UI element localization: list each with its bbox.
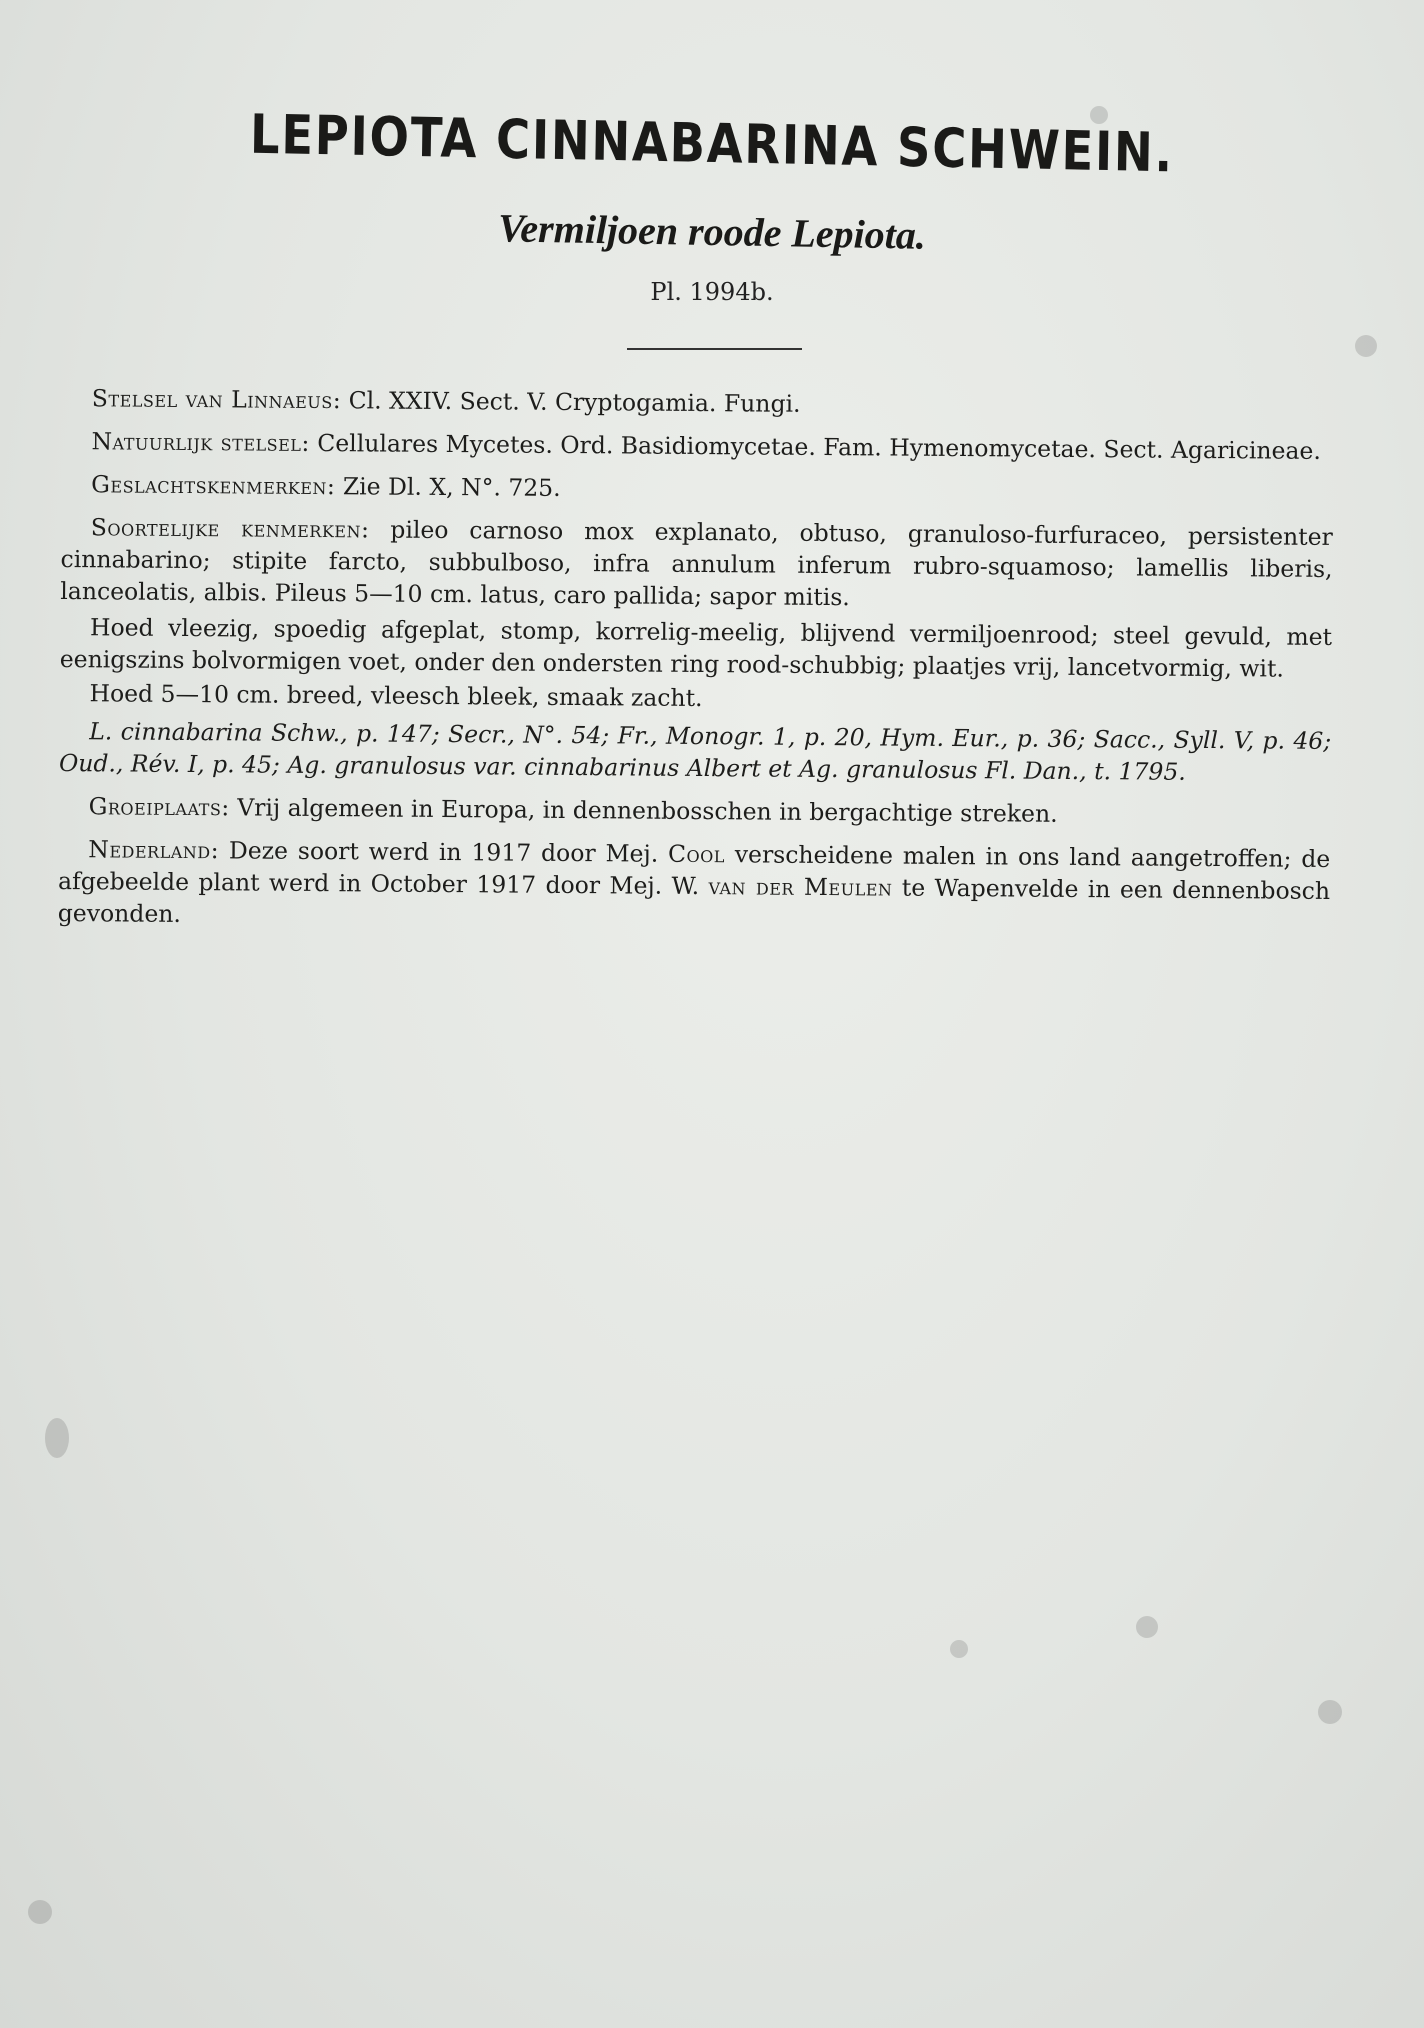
beschrijving-paragraph: Hoed vleezig, spoedig afgeplat, stomp, korrelig-meelig, blijvend vermiljoenrood; steel gevuld, met eenigszins bolvormigen voet, onder den ondersten ring rood-schubbig; plaatjes vrij, lancetvormig, wit. [59, 613, 1333, 683]
paper-spot [950, 1640, 968, 1658]
paper-spot [28, 1900, 52, 1924]
page-title: LEPIOTA CINNABARINA SCHWEIN. [249, 102, 1175, 185]
description-body [58, 382, 1334, 950]
divider-rule [627, 348, 802, 350]
paper-spot [45, 1418, 69, 1458]
paper-spot [1355, 335, 1377, 357]
section-label: Groeiplaats: [88, 792, 230, 822]
nederland-paragraph [58, 833, 1331, 939]
section-label: Soortelijke kenmerken: [90, 513, 370, 544]
page-subtitle: Vermiljoen roode Lepiota. [497, 205, 927, 258]
section-text: te Wapenvelde in een dennenbosch gevonden. [57, 873, 1331, 928]
section-text: Zie Dl. X, N°. 725. [342, 472, 561, 502]
soortelijke-kenmerken-paragraph [60, 511, 1333, 617]
section-text: Vrij algemeen in Europa, in dennenbosschen in bergachtige streken. [237, 793, 1058, 828]
section-text: Cl. XXIV. Sect. V. Cryptogamia. Fungi. [348, 386, 801, 418]
geslachtskenmerken-paragraph [61, 468, 1333, 510]
section-label: Geslachtskenmerken: [91, 470, 336, 501]
natuurlijk-stelsel-paragraph [61, 425, 1333, 467]
person-name: van der Meulen [708, 872, 893, 902]
groeiplaats-paragraph [59, 790, 1331, 832]
literatuur-paragraph: L. cinnabarina Schw., p. 147; Secr., N°. 54; Fr., Monogr. 1, p. 20, Hym. Eur., p. 36; Sacc., Syll. V, p. 46; Oud., Rév. I, p. 45; Ag. granulosus var. cinnabarinus Albert et Ag. granulosus Fl. Dan., t. 1795. [58, 717, 1332, 786]
section-text: verscheidene malen in ons land aangetroffen; de afgebeelde plant werd in October 1917 door Mej. W. [57, 840, 1331, 901]
paper-spot [1136, 1616, 1158, 1638]
stelsel-linnaeus-paragraph [62, 382, 1334, 424]
section-label: Nederland: [88, 835, 220, 865]
plate-number: Pl. 1994b. [650, 278, 774, 306]
section-label: Stelsel van Linnaeus: [91, 384, 342, 415]
section-label: Natuurlijk stelsel: [91, 427, 310, 457]
section-text: Deze soort werd in 1917 door Mej. [228, 836, 659, 868]
person-name: Cool [668, 839, 726, 869]
section-text: pileo carnoso mox explanato, obtuso, granuloso-furfuraceo, persistenter cinnabarino; stipite farcto, subbulboso, infra annulum inferum rubro-squamoso; lamellis liberis, lanceolatis, albis. Pileus 5—10 cm. latus, caro pallida; sapor mitis. [60, 515, 1333, 612]
section-text: Cellulares Mycetes. Ord. Basidiomycetae. Fam. Hymenomycetae. Sect. Agaricineae. [317, 429, 1321, 465]
paper-spot [1318, 1700, 1342, 1724]
afmetingen-paragraph: Hoed 5—10 cm. breed, vleesch bleek, smaak zacht. [89, 679, 703, 713]
